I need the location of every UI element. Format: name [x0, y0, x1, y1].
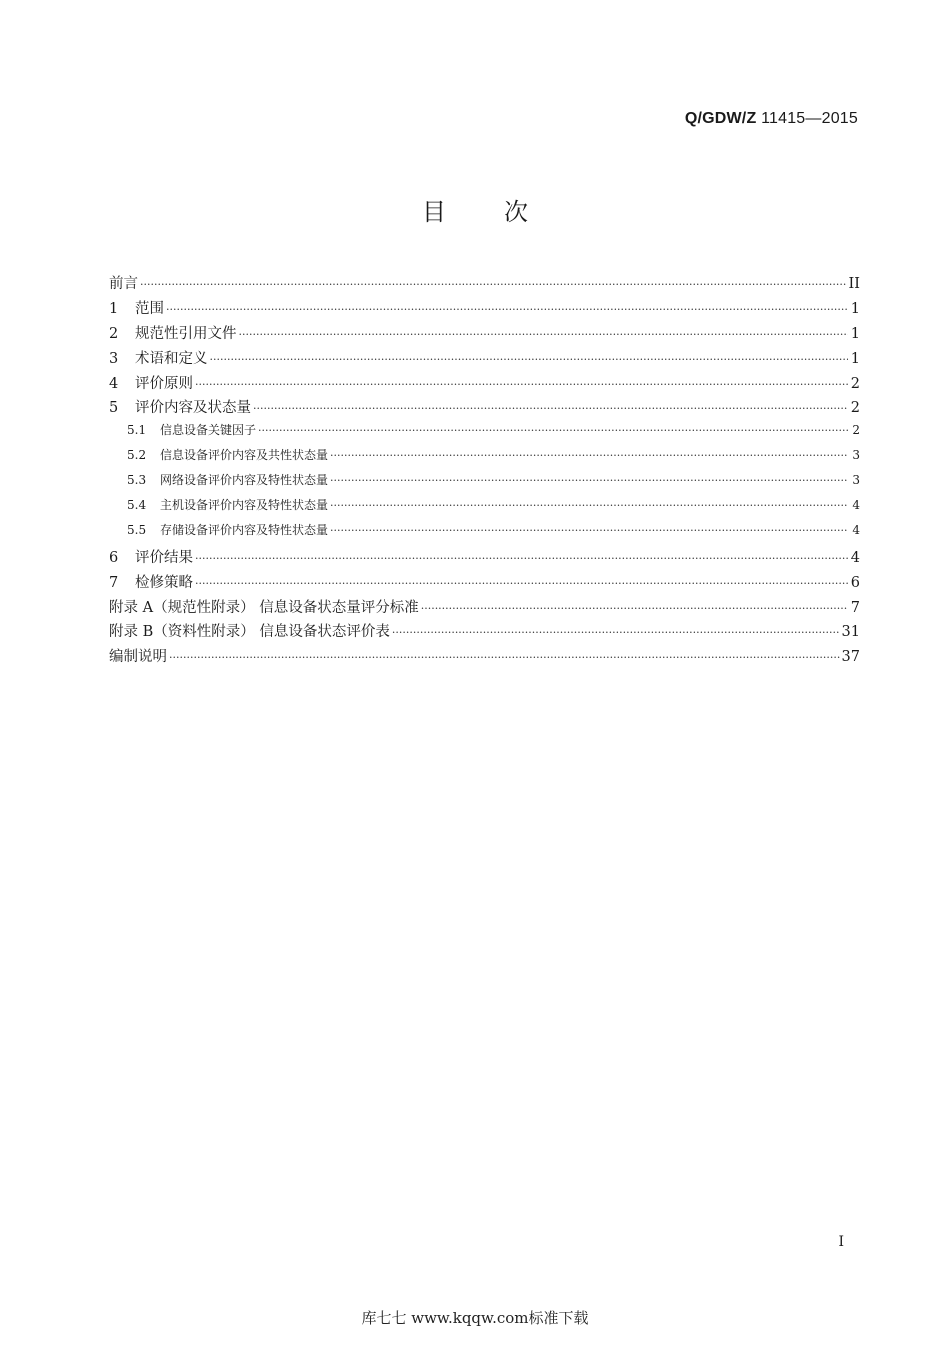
dot-leader [195, 550, 848, 566]
toc-entry-number: 5 [109, 400, 119, 417]
dot-leader [392, 624, 840, 640]
dot-leader [239, 326, 849, 342]
dot-leader [258, 423, 848, 437]
dot-leader [166, 301, 848, 317]
toc-entry-text: 存储设备评价内容及特性状态量 [160, 522, 329, 537]
page-number: I [838, 1234, 844, 1250]
dot-leader [140, 276, 847, 292]
toc-entry-5-3[interactable] [109, 471, 860, 496]
toc-entry-text: 附录 A（规范性附录） 信息设备状态量评分标准 [109, 599, 419, 616]
toc-entry-5-1[interactable] [109, 421, 860, 446]
dot-leader [210, 351, 849, 367]
toc-entry-text: 主机设备评价内容及特性状态量 [160, 498, 329, 513]
toc-entry-number: 2 [109, 325, 119, 342]
toc-entry-number: 4 [109, 375, 119, 392]
toc-entry-page: 37 [841, 649, 860, 666]
toc-entry-page: 1 [850, 300, 860, 317]
toc-entry-appendix-b[interactable] [109, 620, 860, 645]
toc-entry-text: 评价内容及状态量 [135, 400, 251, 417]
dot-leader [195, 575, 848, 591]
toc-entry-text: 信息设备关键因子 [160, 423, 257, 438]
toc-entry-5-5[interactable] [109, 521, 860, 546]
toc-entry-text: 范围 [135, 300, 164, 317]
toc-entry-page: 2 [852, 423, 860, 438]
toc-entry-5-2[interactable] [109, 446, 860, 471]
dot-leader [169, 649, 840, 665]
toc-entry-page: 4 [850, 549, 860, 566]
toc-entry-5-4[interactable] [109, 496, 860, 521]
toc-entry-text: 术语和定义 [135, 350, 208, 367]
toc-entry-number: 7 [109, 574, 119, 591]
toc-entry-appendix-a[interactable] [109, 596, 860, 621]
toc-entry-number: 5.2 [127, 448, 147, 463]
table-of-contents [109, 272, 860, 670]
dot-leader [330, 448, 848, 462]
toc-entry-text: 前言 [109, 276, 138, 292]
document-code-prefix: Q/GDW/Z [684, 110, 757, 127]
toc-entry-text: 评价原则 [135, 375, 193, 392]
toc-title: 目次 [422, 198, 586, 226]
toc-entry-page: 6 [850, 574, 860, 591]
dot-leader [253, 400, 848, 416]
toc-entry-page: 1 [850, 350, 860, 367]
toc-entry-page: 3 [852, 448, 860, 463]
toc-entry-maintenance-strategy[interactable] [109, 571, 860, 596]
dot-leader [330, 498, 848, 512]
dot-leader [330, 473, 848, 487]
dot-leader [421, 600, 848, 616]
toc-entry-number: 3 [109, 350, 119, 367]
toc-entry-number: 5.5 [127, 522, 147, 537]
toc-entry-text: 信息设备评价内容及共性状态量 [160, 448, 329, 463]
toc-entry-foreword[interactable] [109, 272, 860, 297]
toc-entry-number: 6 [109, 549, 119, 566]
toc-entry-evaluation-results[interactable] [109, 546, 860, 571]
toc-entry-page: 4 [852, 522, 860, 537]
toc-entry-page: 1 [850, 325, 860, 342]
toc-entry-page: 2 [850, 400, 860, 417]
toc-entry-page: 2 [850, 375, 860, 392]
dot-leader [330, 523, 848, 537]
toc-entry-text: 规范性引用文件 [135, 325, 237, 342]
toc-entry-terms-definitions[interactable] [109, 347, 860, 372]
toc-entry-text: 检修策略 [135, 574, 193, 591]
dot-leader [195, 376, 848, 392]
toc-entry-evaluation-content[interactable] [109, 396, 860, 421]
toc-entry-text: 网络设备评价内容及特性状态量 [160, 473, 329, 488]
toc-entry-page: 31 [841, 624, 860, 641]
toc-entry-number: 1 [109, 300, 119, 317]
toc-entry-number: 5.3 [127, 473, 147, 488]
toc-entry-page: 7 [850, 599, 860, 616]
toc-entry-normative-references[interactable] [109, 322, 860, 347]
toc-entry-page: 4 [852, 498, 860, 513]
toc-entry-text: 评价结果 [135, 549, 193, 566]
toc-entry-text: 附录 B（资料性附录） 信息设备状态评价表 [109, 624, 390, 641]
toc-entry-number: 5.4 [127, 498, 147, 513]
footer-watermark: 库七七 www.kqqw.com标准下载 [361, 1309, 589, 1327]
toc-entry-page: 3 [852, 473, 860, 488]
document-code [685, 110, 858, 128]
document-code-number: 11415—2015 [761, 110, 858, 127]
toc-entry-scope[interactable] [109, 297, 860, 322]
toc-entry-page: II [848, 276, 860, 292]
toc-entry-compilation-notes[interactable] [109, 645, 860, 670]
toc-entry-text: 编制说明 [109, 649, 167, 666]
toc-entry-number: 5.1 [127, 423, 147, 438]
toc-entry-evaluation-principles[interactable] [109, 372, 860, 397]
